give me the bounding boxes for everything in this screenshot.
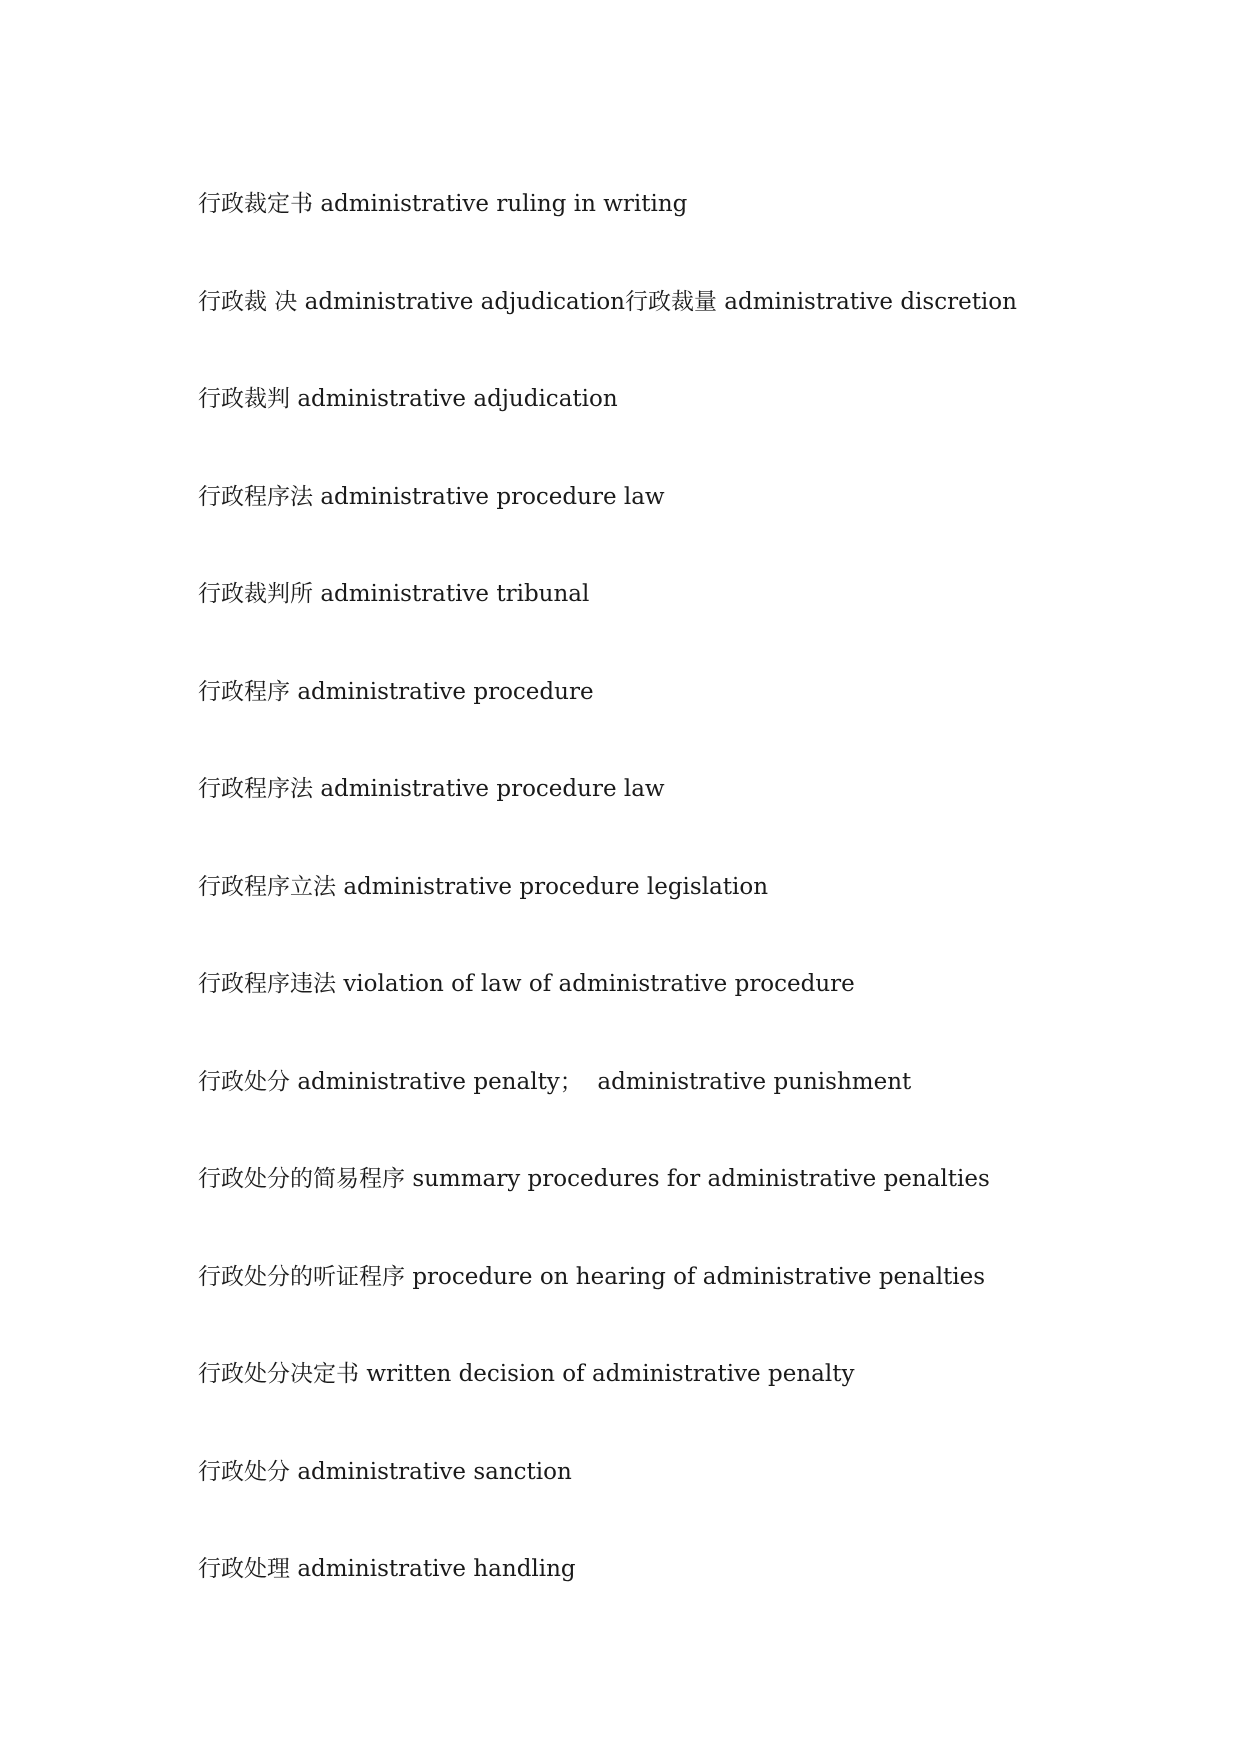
- glossary-entry: [198, 869, 1017, 967]
- term-chinese: 行政处分决定书: [198, 1361, 359, 1387]
- term-english: written decision of administrative penalty: [366, 1361, 855, 1387]
- term-chinese: 行政处理: [198, 1556, 290, 1582]
- term-english: violation of law of administrative procedure: [343, 971, 855, 997]
- term-english: administrative procedure law: [320, 483, 665, 510]
- term-english: administrative handling: [297, 1556, 576, 1582]
- term-chinese: 行政裁判: [198, 386, 290, 412]
- term-chinese: 行政裁定书: [198, 191, 313, 217]
- glossary-entry: [198, 284, 1017, 382]
- term-chinese: 行政处分: [198, 1458, 290, 1485]
- glossary-entry: [198, 1454, 1017, 1552]
- glossary-entry: [198, 674, 1017, 772]
- term-english: administrative penalty； administrative punishment: [297, 1068, 912, 1095]
- glossary-entry: [198, 966, 1017, 1064]
- glossary-entry: [198, 1161, 1017, 1259]
- glossary-entry: [198, 1551, 1017, 1649]
- term-english: administrative sanction: [297, 1458, 572, 1485]
- term-chinese: 行政程序: [198, 678, 290, 705]
- term-chinese: 行政处分: [198, 1068, 290, 1095]
- glossary-entry: [198, 479, 1017, 577]
- term-chinese: 行政程序立法: [198, 873, 336, 900]
- term-chinese: 行政处分的听证程序: [198, 1263, 405, 1290]
- glossary-entry: [198, 576, 1017, 674]
- glossary-entry: [198, 771, 1017, 869]
- term-english: administrative tribunal: [320, 581, 590, 607]
- term-chinese: 行政处分的简易程序: [198, 1166, 405, 1192]
- term-english: administrative adjudication行政裁量 administrative discretion: [304, 288, 1017, 315]
- glossary-entry: [198, 381, 1017, 479]
- term-chinese: 行政程序法: [198, 776, 313, 802]
- term-english: administrative ruling in writing: [320, 191, 688, 217]
- term-english: administrative procedure legislation: [343, 873, 769, 900]
- term-chinese: 行政程序法: [198, 483, 313, 510]
- glossary-entry: [198, 1259, 1017, 1357]
- term-chinese: 行政裁 决: [198, 288, 298, 315]
- term-english: procedure on hearing of administrative penalties: [412, 1263, 986, 1290]
- term-english: summary procedures for administrative penalties: [412, 1166, 990, 1192]
- glossary-list: [198, 186, 1017, 1649]
- term-chinese: 行政裁判所: [198, 581, 313, 607]
- glossary-entry: [198, 1064, 1017, 1162]
- term-english: administrative procedure: [297, 678, 594, 705]
- term-english: administrative adjudication: [297, 386, 618, 412]
- term-chinese: 行政程序违法: [198, 971, 336, 997]
- term-english: administrative procedure law: [320, 776, 665, 802]
- glossary-entry: [198, 186, 1017, 284]
- glossary-entry: [198, 1356, 1017, 1454]
